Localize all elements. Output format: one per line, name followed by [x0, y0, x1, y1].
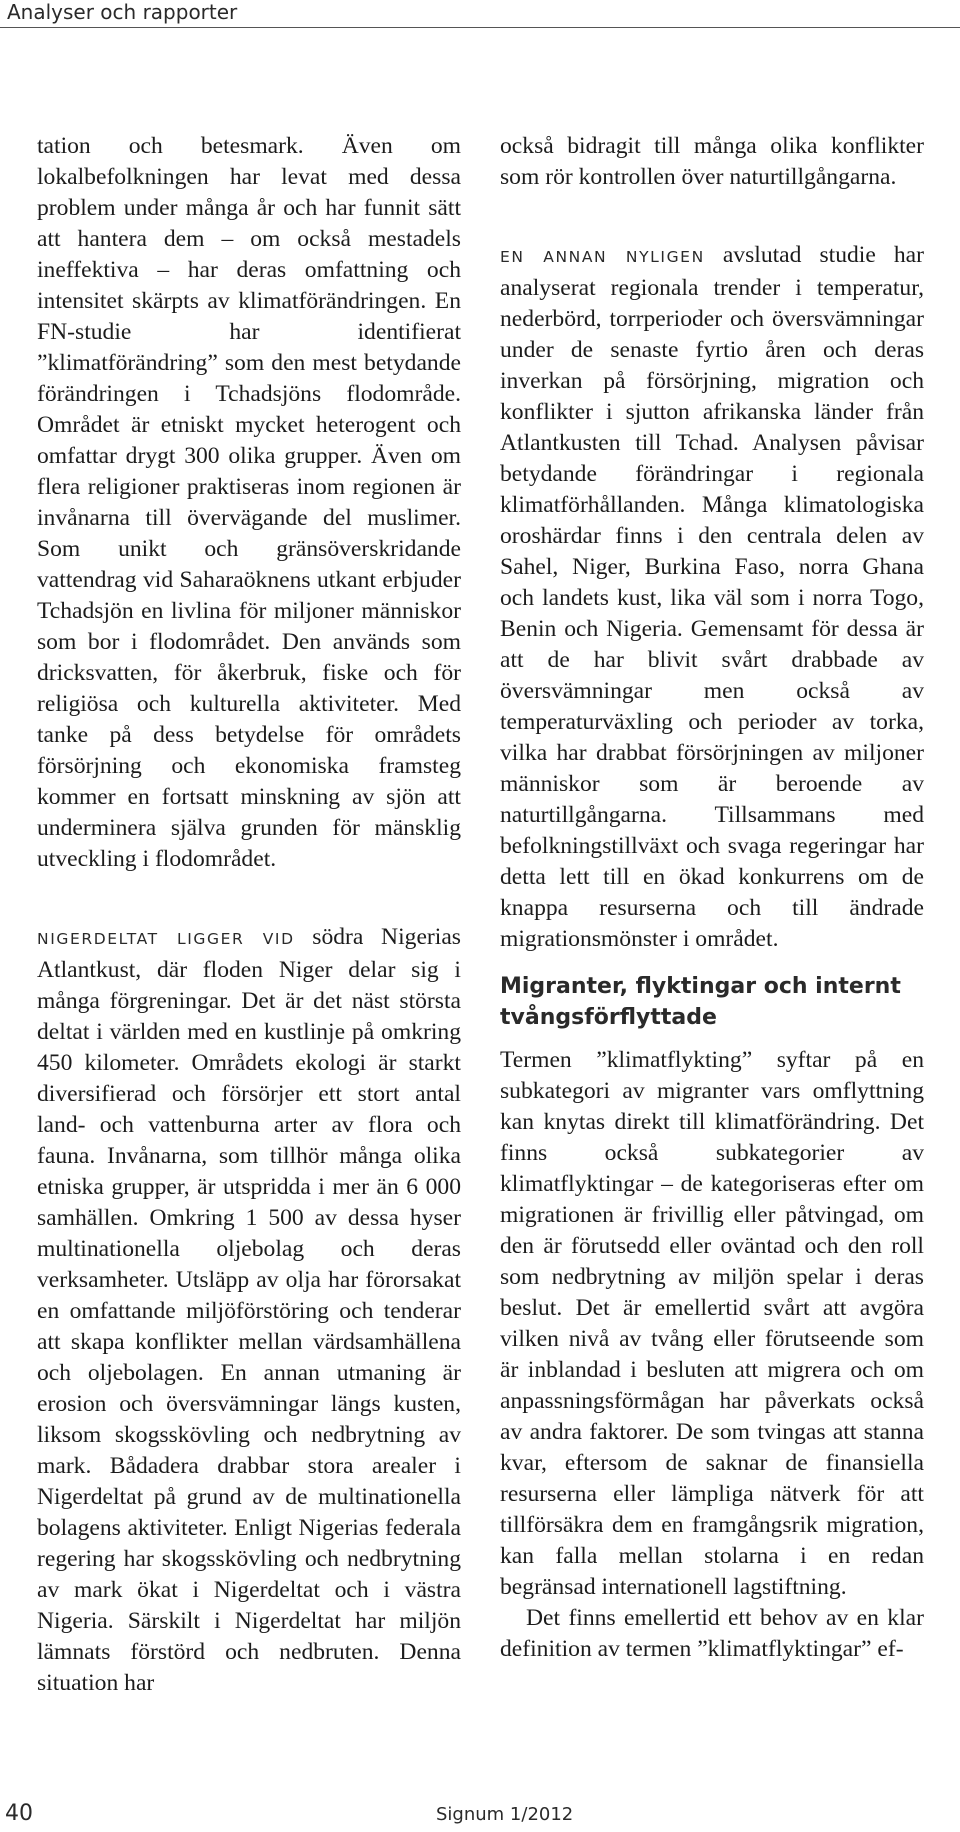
- right-paragraph-2-body: avslutad studie har analyserat regionala trender i temperatur, nederbörd, torrperioder och översvämningar under de senaste fyrtio åren och deras inverkan på försörjning, migration och konflikter i sjutton afrikanska länder från Atlantkusten till Tchad. Analysen påvisar betydande förändringar i regionala klimatförhållanden. Många klimatologiska oroshärdar finns i den centrala delen av Sahel, Niger, Burkina Faso, norra Ghana och landets kust, lika väl som i norra Togo, Benin och Nigeria. Gemensamt för dessa är att de har blivit svårt drabbade av översvämningar men också av temperaturväxling och perioder av torka, vilka har drabbat försörjningen av miljoner människor som är beroende av naturtillgångarna. Tillsammans med befolkningstillväxt och svaga regeringar har detta lett till en ökad konkurrens om de knappa resurserna och till ändrade migrationsmönster i området.: [500, 242, 924, 952]
- section-header: Analyser och rapporter: [7, 0, 238, 24]
- section-subheading: Migranter, flyktingar och internt tvångsförflyttade: [500, 974, 901, 1030]
- page-number: 40: [5, 1801, 33, 1826]
- left-paragraph-2: [37, 922, 461, 1699]
- right-paragraph-4: Det finns emellertid ett behov av en klar definition av termen ”klimatflyktingar” ef-: [500, 1605, 924, 1662]
- right-paragraph-2-lead: EN ANNAN NYLIGEN: [500, 248, 705, 266]
- left-paragraph-2-lead: NIGERDELTAT LIGGER VID: [37, 930, 295, 948]
- header-divider: [0, 27, 960, 28]
- right-paragraph-1: också bidragit till många olika konflikter som rör kontrollen över naturtillgångarna.: [500, 133, 924, 190]
- right-paragraph-3: Termen ”klimatflykting” syftar på en subkategori av migranter vars omflyttning kan knytas direkt till klimatförändring. Det finns också subkategorier av klimatflyktingar – de kategoriseras efter om migrationen är frivillig eller påtvingad, om den är förutsedd eller oväntad och den roll som nedbrytning av miljön spelar i deras beslut. Det är emellertid svårt att avgöra vilken nivå av tvång eller förutseende som är inblandad i besluten att migrera och om anpassningsförmågan har påverkats också av andra faktorer. De som tvingas att stanna kvar, eftersom de saknar de finansiella resurserna eller lämpliga nätverk för att tillförsäkra dem en framgångsrik migration, kan falla mellan stolarna i en redan begränsad internationell lagstiftning.: [500, 1047, 924, 1600]
- right-paragraph-2: [500, 240, 924, 955]
- left-column: [37, 131, 461, 1699]
- right-column: [500, 131, 924, 1665]
- publication-title: Signum 1/2012: [436, 1804, 574, 1825]
- left-paragraph-2-body: södra Nigerias Atlantkust, där floden Niger delar sig i många förgreningar. Det är det näst största deltat i världen med en kustlinje på omkring 450 kilometer. Områdets ekologi är starkt diversifierad och försörjer ett stort antal land- och vattenburna arter av flora och fauna. Invånarna, som tillhör många olika etniska grupper, är utspridda i mer än 6 000 samhällen. Omkring 1 500 av dessa hyser multinationella oljebolag och deras verksamheter. Utsläpp av olja har förorsakat en omfattande miljöförstöring och tenderar att skapa konflikter mellan värdsamhällena och oljebolagen. En annan utmaning är erosion och översvämningar längs kusten, liksom skogsskövling och nedbrytning av mark. Bådadera drabbar stora arealer i Nigerdeltat på grund av de multinationella bolagens aktiviteter. Enligt Nigerias federala regering har skogsskövling och nedbrytning av mark ökat i Nigerdeltat och i västra Nigeria. Särskilt i Nigerdeltat har miljön lämnats förstörd och nedbruten. Denna situation har: [37, 924, 461, 1696]
- left-paragraph-1: tation och betesmark. Även om lokalbefolkningen har levat med dessa problem under många år och har funnit sätt att hantera dem – om också mestadels ineffektiva – har deras omfattning och intensitet skärpts av klimatförändringen. En FN-studie har identifierat ”klimatförändring” som den mest betydande förändringen i Tchadsjöns flodområde. Området är etniskt mycket heterogent och omfattar drygt 300 olika grupper. Även om flera religioner praktiseras inom regionen är invånarna till övervägande del muslimer. Som unikt och gränsöverskridande vattendrag vid Saharaöknens utkant erbjuder Tchadsjön en livlina för miljoner människor som bor i flodområdet. Den används som dricksvatten, för åkerbruk, fiske och för religiösa och kulturella aktiviteter. Med tanke på dess betydelse för områdets försörjning och ekonomiska framsteg kommer en fortsatt minskning av sjön att underminera själva grunden för mänsklig utveckling i flodområdet.: [37, 133, 461, 872]
